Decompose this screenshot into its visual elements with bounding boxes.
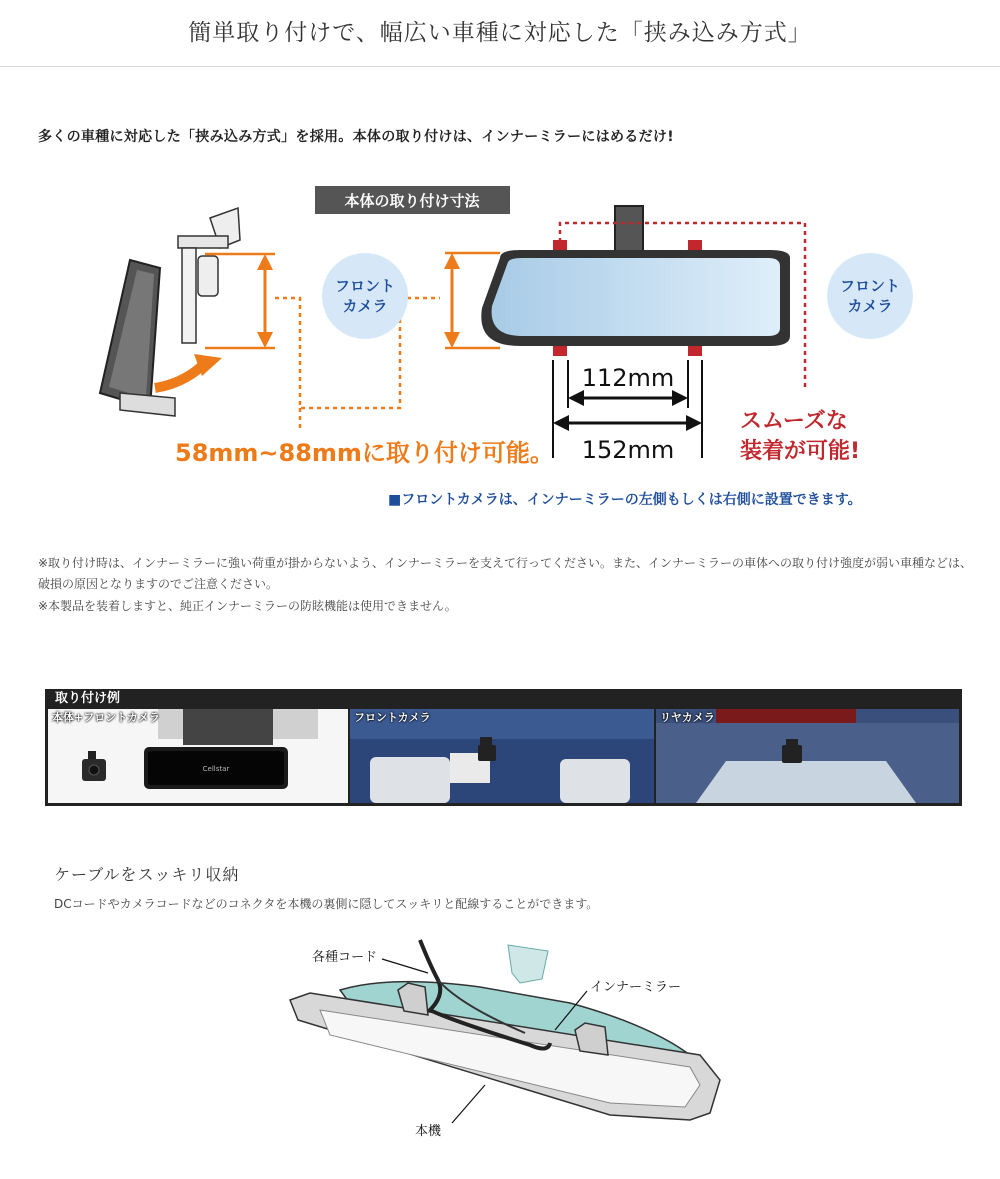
smooth-text-1: スムーズな [740, 409, 848, 434]
page-title: 簡単取り付けで、幅広い車種に対応した「挟み込み方式」 [188, 20, 812, 46]
front-camera-circle-left [322, 253, 408, 339]
header-divider [0, 66, 1000, 67]
example-label-unit: 本体+フロントカメラ [52, 711, 160, 724]
dim-152: 152mm [581, 436, 675, 464]
example-panel-front [350, 709, 654, 803]
mounting-diagram [90, 178, 920, 523]
note-caution: ※取り付け時は、インナーミラーに強い荷重が掛からないよう、インナーミラーを支えて行ってください。また、インナーミラーの車体への取り付け強度が弱い車種などは、破損の原因となりますのでご注意ください。 [38, 556, 973, 591]
cable-diagram [280, 935, 730, 1170]
insert-arrow [155, 363, 205, 388]
front-camera-label-left-2: カメラ [342, 297, 388, 315]
install-examples [45, 689, 962, 806]
dim-112: 112mm [581, 364, 675, 392]
front-camera-label-right-2: カメラ [847, 297, 893, 315]
mirror-glass [492, 258, 780, 336]
placement-note: ■フロントカメラは、インナーミラーの左側もしくは右側に設置できます。 [388, 492, 862, 508]
example-panel-unit [48, 709, 348, 803]
front-camera-circle-right [827, 253, 913, 339]
label-cord: 各種コード [312, 950, 378, 965]
front-camera-label-right-1: フロント [839, 277, 901, 295]
front-camera-label-left-1: フロント [334, 277, 396, 295]
example-panel-rear [656, 709, 959, 803]
badge-text: 本体の取り付け寸法 [344, 192, 480, 210]
label-inner-mirror: インナーミラー [590, 980, 682, 995]
cable-title: ケーブルをスッキリ収納 [54, 865, 240, 884]
intro-lead: 多くの車種に対応した「挟み込み方式」を採用。本体の取り付けは、インナーミラーにはめるだけ! [38, 129, 674, 145]
range-text: 58mm~88mmに取り付け可能。 [175, 439, 554, 467]
label-unit: 本機 [415, 1124, 442, 1139]
cable-description: DCコードやカメラコードなどのコネクタを本機の裏側に隠してスッキリと配線することができます。 [54, 897, 599, 911]
example-label-front: フロントカメラ [354, 711, 431, 724]
examples-header: 取り付け例 [45, 689, 962, 708]
brand-logo: Cellstar [202, 765, 230, 773]
note-antiglare: ※本製品を装着しますと、純正インナーミラーの防眩機能は使用できません。 [38, 599, 457, 613]
example-label-rear: リヤカメラ [660, 711, 715, 724]
smooth-text-2: 装着が可能! [740, 439, 861, 464]
